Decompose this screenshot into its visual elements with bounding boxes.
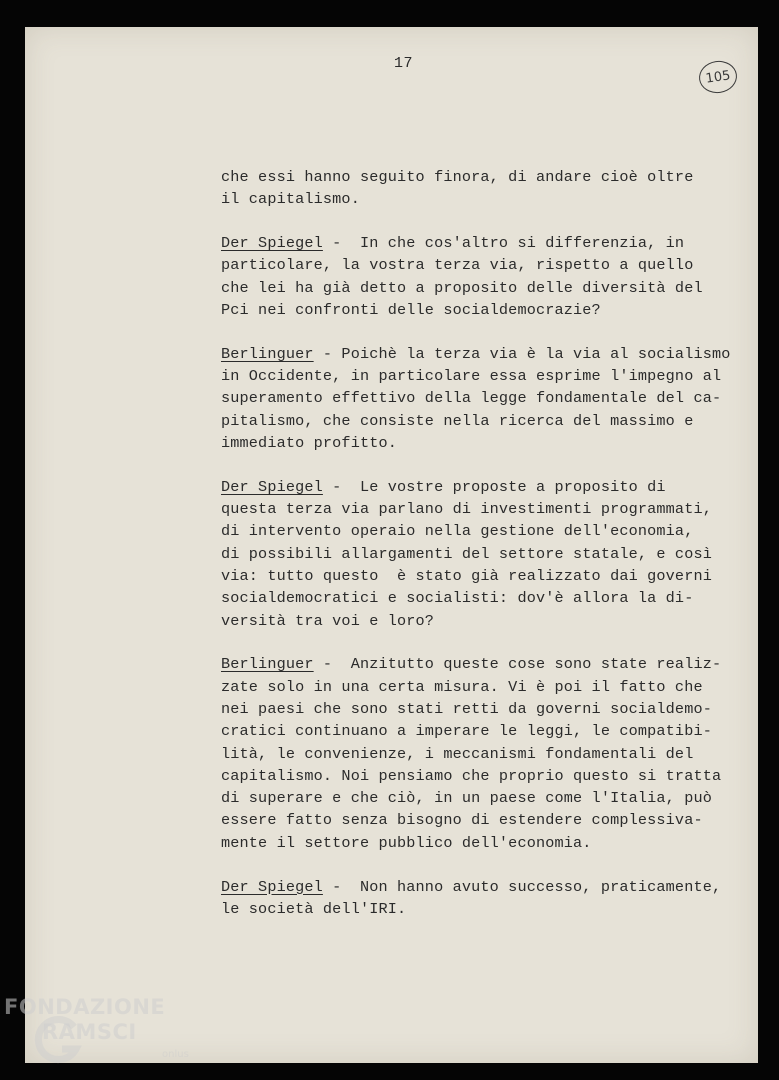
text-line [221, 765, 731, 787]
speaker-name: Der Spiegel [221, 477, 323, 496]
line-text: - Anzitutto queste cose sono state realiz- [313, 655, 722, 674]
text-line [221, 432, 731, 454]
line-text: superamento effettivo della legge fondamentale del ca- [221, 389, 722, 408]
paragraph [221, 876, 731, 921]
paragraph-gap [221, 454, 731, 476]
line-text: questa terza via parlano di investimenti programmati, [221, 500, 712, 519]
text-line [221, 410, 731, 432]
paragraph [221, 476, 731, 632]
paragraph [221, 343, 731, 454]
line-text: di possibili allargamenti del settore statale, e così [221, 544, 712, 563]
fondazione-gramsci-watermark [4, 995, 204, 1075]
text-line [221, 787, 731, 809]
text-line [221, 898, 731, 920]
text-line [221, 832, 731, 854]
speaker-name: Berlinguer [221, 344, 314, 363]
paragraph [221, 166, 731, 211]
text-line [221, 277, 731, 299]
paragraph-gap [221, 321, 731, 343]
line-text: capitalismo. Noi pensiamo che proprio questo si tratta [221, 766, 722, 785]
line-text: - In che cos'altro si differenzia, in [322, 234, 685, 253]
line-text: - Poichè la terza via è la via al socialismo [313, 344, 731, 363]
paragraph [221, 232, 731, 321]
line-text: mente il settore pubblico dell'economia. [221, 833, 592, 852]
text-line [221, 587, 731, 609]
line-text: Pci nei confronti delle socialdemocrazie? [221, 300, 601, 319]
text-line [221, 188, 731, 210]
line-text: di intervento operaio nella gestione dell'economia, [221, 522, 694, 541]
text-line [221, 698, 731, 720]
line-text: pitalismo, che consiste nella ricerca del massimo e [221, 411, 694, 430]
line-text: - Non hanno avuto successo, praticamente, [322, 877, 722, 896]
text-line [221, 520, 731, 542]
text-line [221, 476, 731, 498]
line-text: socialdemocratici e socialisti: dov'è allora la di- [221, 589, 694, 608]
page-number: 17 [394, 55, 414, 72]
line-text: immediato profitto. [221, 433, 398, 452]
speaker-name: Der Spiegel [221, 877, 323, 896]
text-line [221, 720, 731, 742]
text-line [221, 343, 731, 365]
line-text: lità, le convenienze, i meccanismi fondamentali del [221, 744, 694, 763]
speaker-name: Der Spiegel [221, 234, 323, 253]
paragraph [221, 653, 731, 854]
watermark-onlus: onlus [162, 1049, 189, 1060]
line-text: che lei ha già detto a proposito delle diversità del [221, 278, 703, 297]
line-text: il capitalismo. [221, 190, 360, 209]
line-text: cratici continuano a imperare le leggi, le compatibi- [221, 722, 712, 741]
archive-stamp: 105 [697, 59, 739, 96]
line-text: - Le vostre proposte a proposito di [322, 477, 666, 496]
text-line [221, 498, 731, 520]
text-line [221, 743, 731, 765]
text-line [221, 809, 731, 831]
watermark-line1: FONDAZIONE [4, 995, 166, 1019]
line-text: le società dell'IRI. [221, 899, 407, 918]
text-line [221, 232, 731, 254]
text-line [221, 166, 731, 188]
line-text: che essi hanno seguito finora, di andare cioè oltre [221, 168, 694, 186]
line-text: in Occidente, in particolare essa esprime l'impegno al [221, 367, 722, 386]
text-line [221, 565, 731, 587]
line-text: essere fatto senza bisogno di estendere complessiva- [221, 811, 703, 830]
line-text: via: tutto questo è stato già realizzato dai governi [221, 566, 712, 585]
text-line [221, 387, 731, 409]
text-line [221, 254, 731, 276]
interview-text [221, 166, 731, 920]
text-line [221, 299, 731, 321]
text-line [221, 653, 731, 675]
line-text: nei paesi che sono stati retti da governi socialdemo- [221, 699, 712, 718]
paragraph-gap [221, 854, 731, 876]
line-text: particolare, la vostra terza via, rispetto a quello [221, 256, 694, 275]
line-text: zate solo in una certa misura. Vi è poi il fatto che [221, 677, 703, 696]
watermark-line2: RAMSCI [42, 1020, 137, 1044]
text-line [221, 365, 731, 387]
text-line [221, 543, 731, 565]
paragraph-gap [221, 632, 731, 654]
line-text: di superare e che ciò, in un paese come l'Italia, può [221, 789, 712, 808]
text-line [221, 676, 731, 698]
text-line [221, 610, 731, 632]
line-text: versità tra voi e loro? [221, 611, 435, 630]
paragraph-gap [221, 211, 731, 233]
speaker-name: Berlinguer [221, 655, 314, 674]
text-line [221, 876, 731, 898]
